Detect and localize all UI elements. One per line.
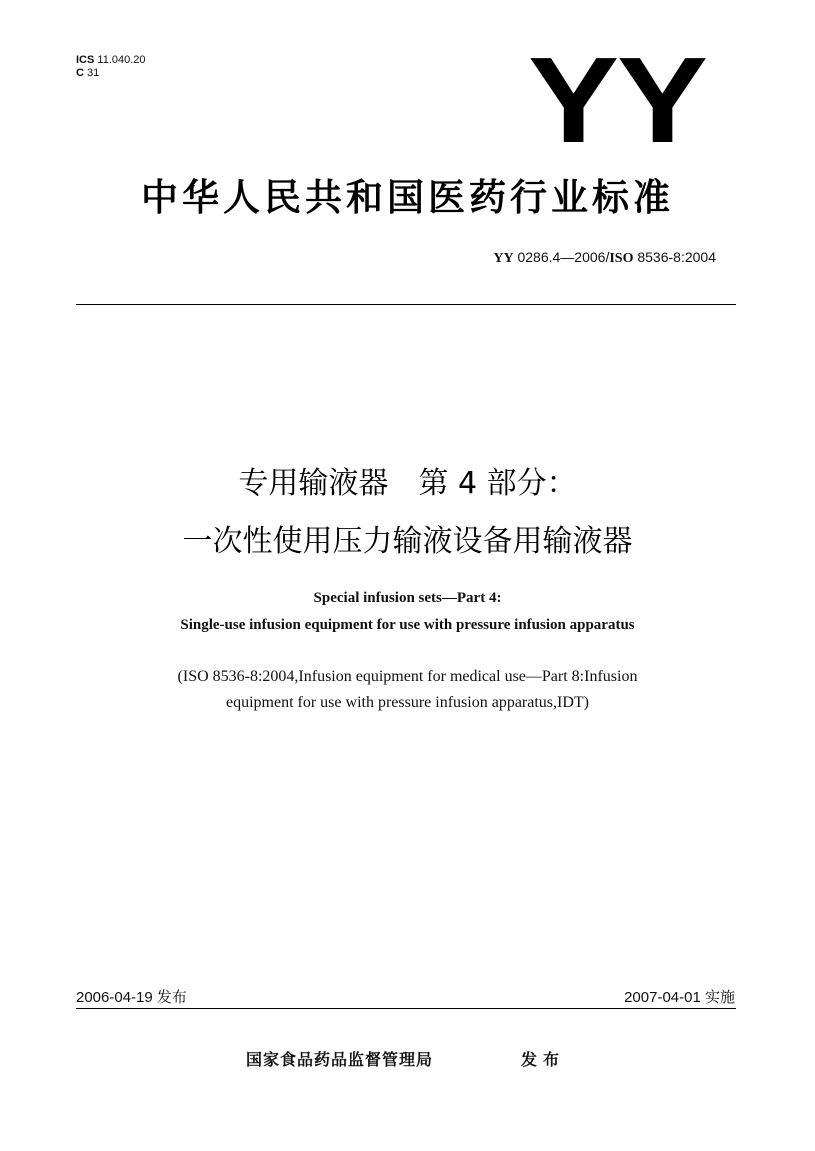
implement-date: 2007-04-01 实施 — [624, 989, 735, 1006]
iso-number: 8536-8:2004 — [637, 249, 716, 265]
std-prefix: YY — [493, 251, 514, 266]
ccs-label: C — [76, 67, 84, 79]
title-en-line1: Special infusion sets—Part 4: — [313, 590, 502, 606]
bottom-divider — [76, 1008, 736, 1009]
ccs-line — [76, 67, 146, 80]
classification-codes — [76, 54, 146, 80]
iso-prefix: ISO — [609, 251, 634, 266]
ccs-code: 31 — [87, 67, 100, 79]
ics-label: ICS — [76, 54, 95, 66]
title-cn-line2: 一次性使用压力输液设备用输液器 — [182, 524, 633, 559]
standard-title: 中华人民共和国医药行业标准 — [141, 176, 674, 219]
iso-reference-line1: (ISO 8536-8:2004,Infusion equipment for medical use—Part 8:Infusion — [177, 668, 638, 685]
std-number: 0286.4—2006/ — [517, 249, 610, 265]
standard-number — [493, 249, 716, 267]
issuing-authority: 国家食品药品监督管理局 — [246, 1050, 434, 1069]
title-cn-line1: 专用输液器 第 4 部分： — [238, 466, 577, 501]
ics-code: 11.040.20 — [97, 54, 146, 66]
publish-date: 2006-04-19 发布 — [76, 989, 187, 1006]
iso-reference-line2: equipment for use with pressure infusion apparatus,IDT) — [225, 694, 589, 711]
issued-label: 发布 — [521, 1050, 566, 1069]
yy-logo: YY — [528, 32, 706, 168]
top-divider — [76, 304, 736, 305]
ics-line — [76, 54, 146, 67]
title-en-line2: Single-use infusion equipment for use with pressure infusion apparatus — [180, 617, 635, 633]
